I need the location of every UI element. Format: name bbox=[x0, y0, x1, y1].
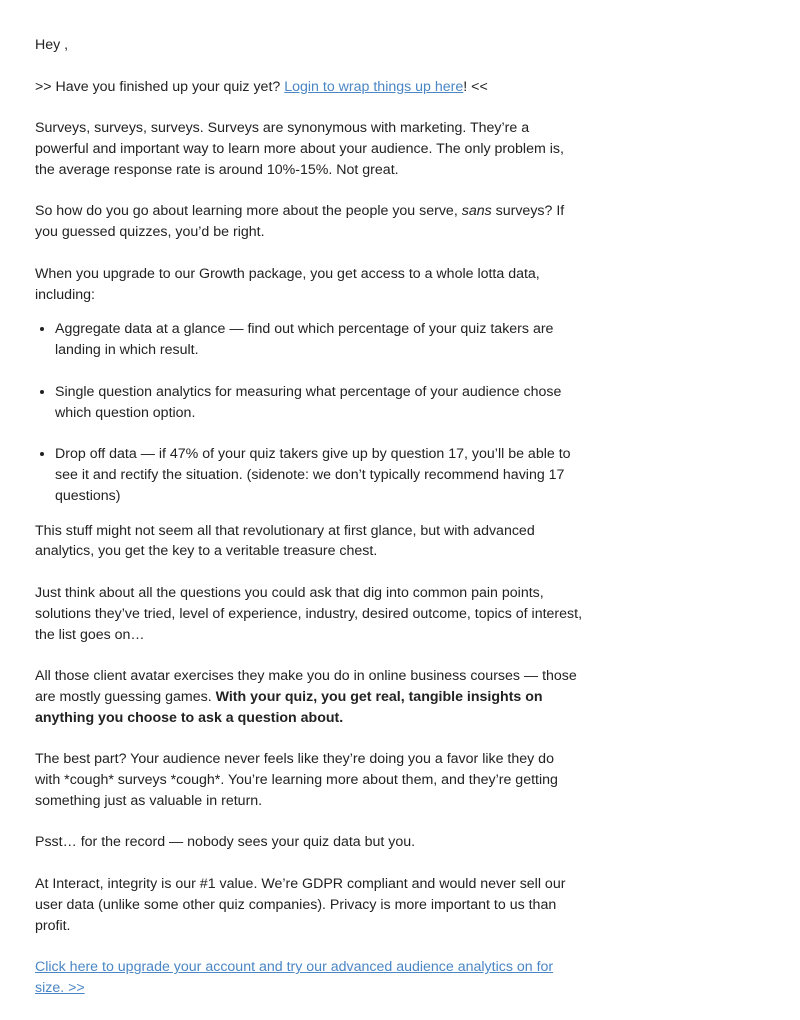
feature-list bbox=[35, 319, 583, 506]
how-paragraph-start: So how do you go about learning more about the people you serve, bbox=[35, 203, 462, 220]
feature-list-item: • Single question analytics for measuring what percentage of your audience chose which question option. bbox=[55, 382, 583, 424]
greeting: Hey , bbox=[35, 37, 69, 53]
avatar-paragraph-text: All those client avatar exercises they make you do in online business courses — those are mostly guessing games. bbox=[35, 668, 577, 705]
surveys-paragraph: Surveys, surveys, surveys. Surveys are synonymous with marketing. They’re a powerful and important way to learn more about your audience. The only problem is, the average response rate is around 10%-15%. Not great. bbox=[35, 120, 564, 178]
upgrade-paragraph: When you upgrade to our Growth package, you get access to a whole lotta data, including: bbox=[35, 265, 540, 303]
how-paragraph-end: surveys? If you guessed quizzes, you’d be right. bbox=[35, 203, 565, 241]
how-paragraph-italic: sans bbox=[461, 203, 492, 220]
quiz-reminder-suffix: ! << bbox=[463, 78, 488, 95]
quiz-reminder bbox=[35, 77, 583, 98]
avatar-paragraph-bold: With your quiz, you get real, tangible insights on anything you choose to ask a question about. bbox=[35, 688, 543, 726]
cta-paragraph bbox=[35, 957, 583, 999]
psst-paragraph: Psst… for the record — nobody sees your quiz data but you. bbox=[35, 834, 416, 851]
upgrade-link[interactable]: Click here to upgrade your account and try our advanced audience analytics on for size. >> bbox=[35, 959, 554, 997]
quiz-reminder-prefix: >> Have you finished up your quiz yet? bbox=[35, 78, 285, 95]
best-part-paragraph: The best part? Your audience never feels like they’re doing you a favor like they do with *cough* surveys *cough*. You’re learning more about them, and they’re getting something just as valuable in return. bbox=[35, 751, 558, 809]
avatar-paragraph bbox=[35, 666, 583, 728]
email-body bbox=[35, 35, 583, 1020]
login-link[interactable]: Login to wrap things up here bbox=[284, 78, 464, 95]
stuff-paragraph: This stuff might not seem all that revolutionary at first glance, but with advanced analytics, you get the key to a veritable treasure chest. bbox=[35, 522, 535, 560]
interact-paragraph: At Interact, integrity is our #1 value. We’re GDPR compliant and would never sell our user data (unlike some other quiz companies). Privacy is more important to us than profit. bbox=[35, 876, 566, 934]
feature-list-item: • Aggregate data at a glance — find out which percentage of your quiz takers are landing in which result. bbox=[55, 319, 583, 361]
think-paragraph: Just think about all the questions you could ask that dig into common pain points, solutions they’ve tried, level of experience, industry, desired outcome, topics of interest, the list goes on… bbox=[35, 584, 583, 643]
how-paragraph bbox=[35, 201, 583, 243]
feature-list-item: • Drop off data — if 47% of your quiz takers give up by question 17, you’ll be able to see it and rectify the situation. (sidenote: we don’t typically recommend having 17 questions) bbox=[55, 444, 583, 506]
